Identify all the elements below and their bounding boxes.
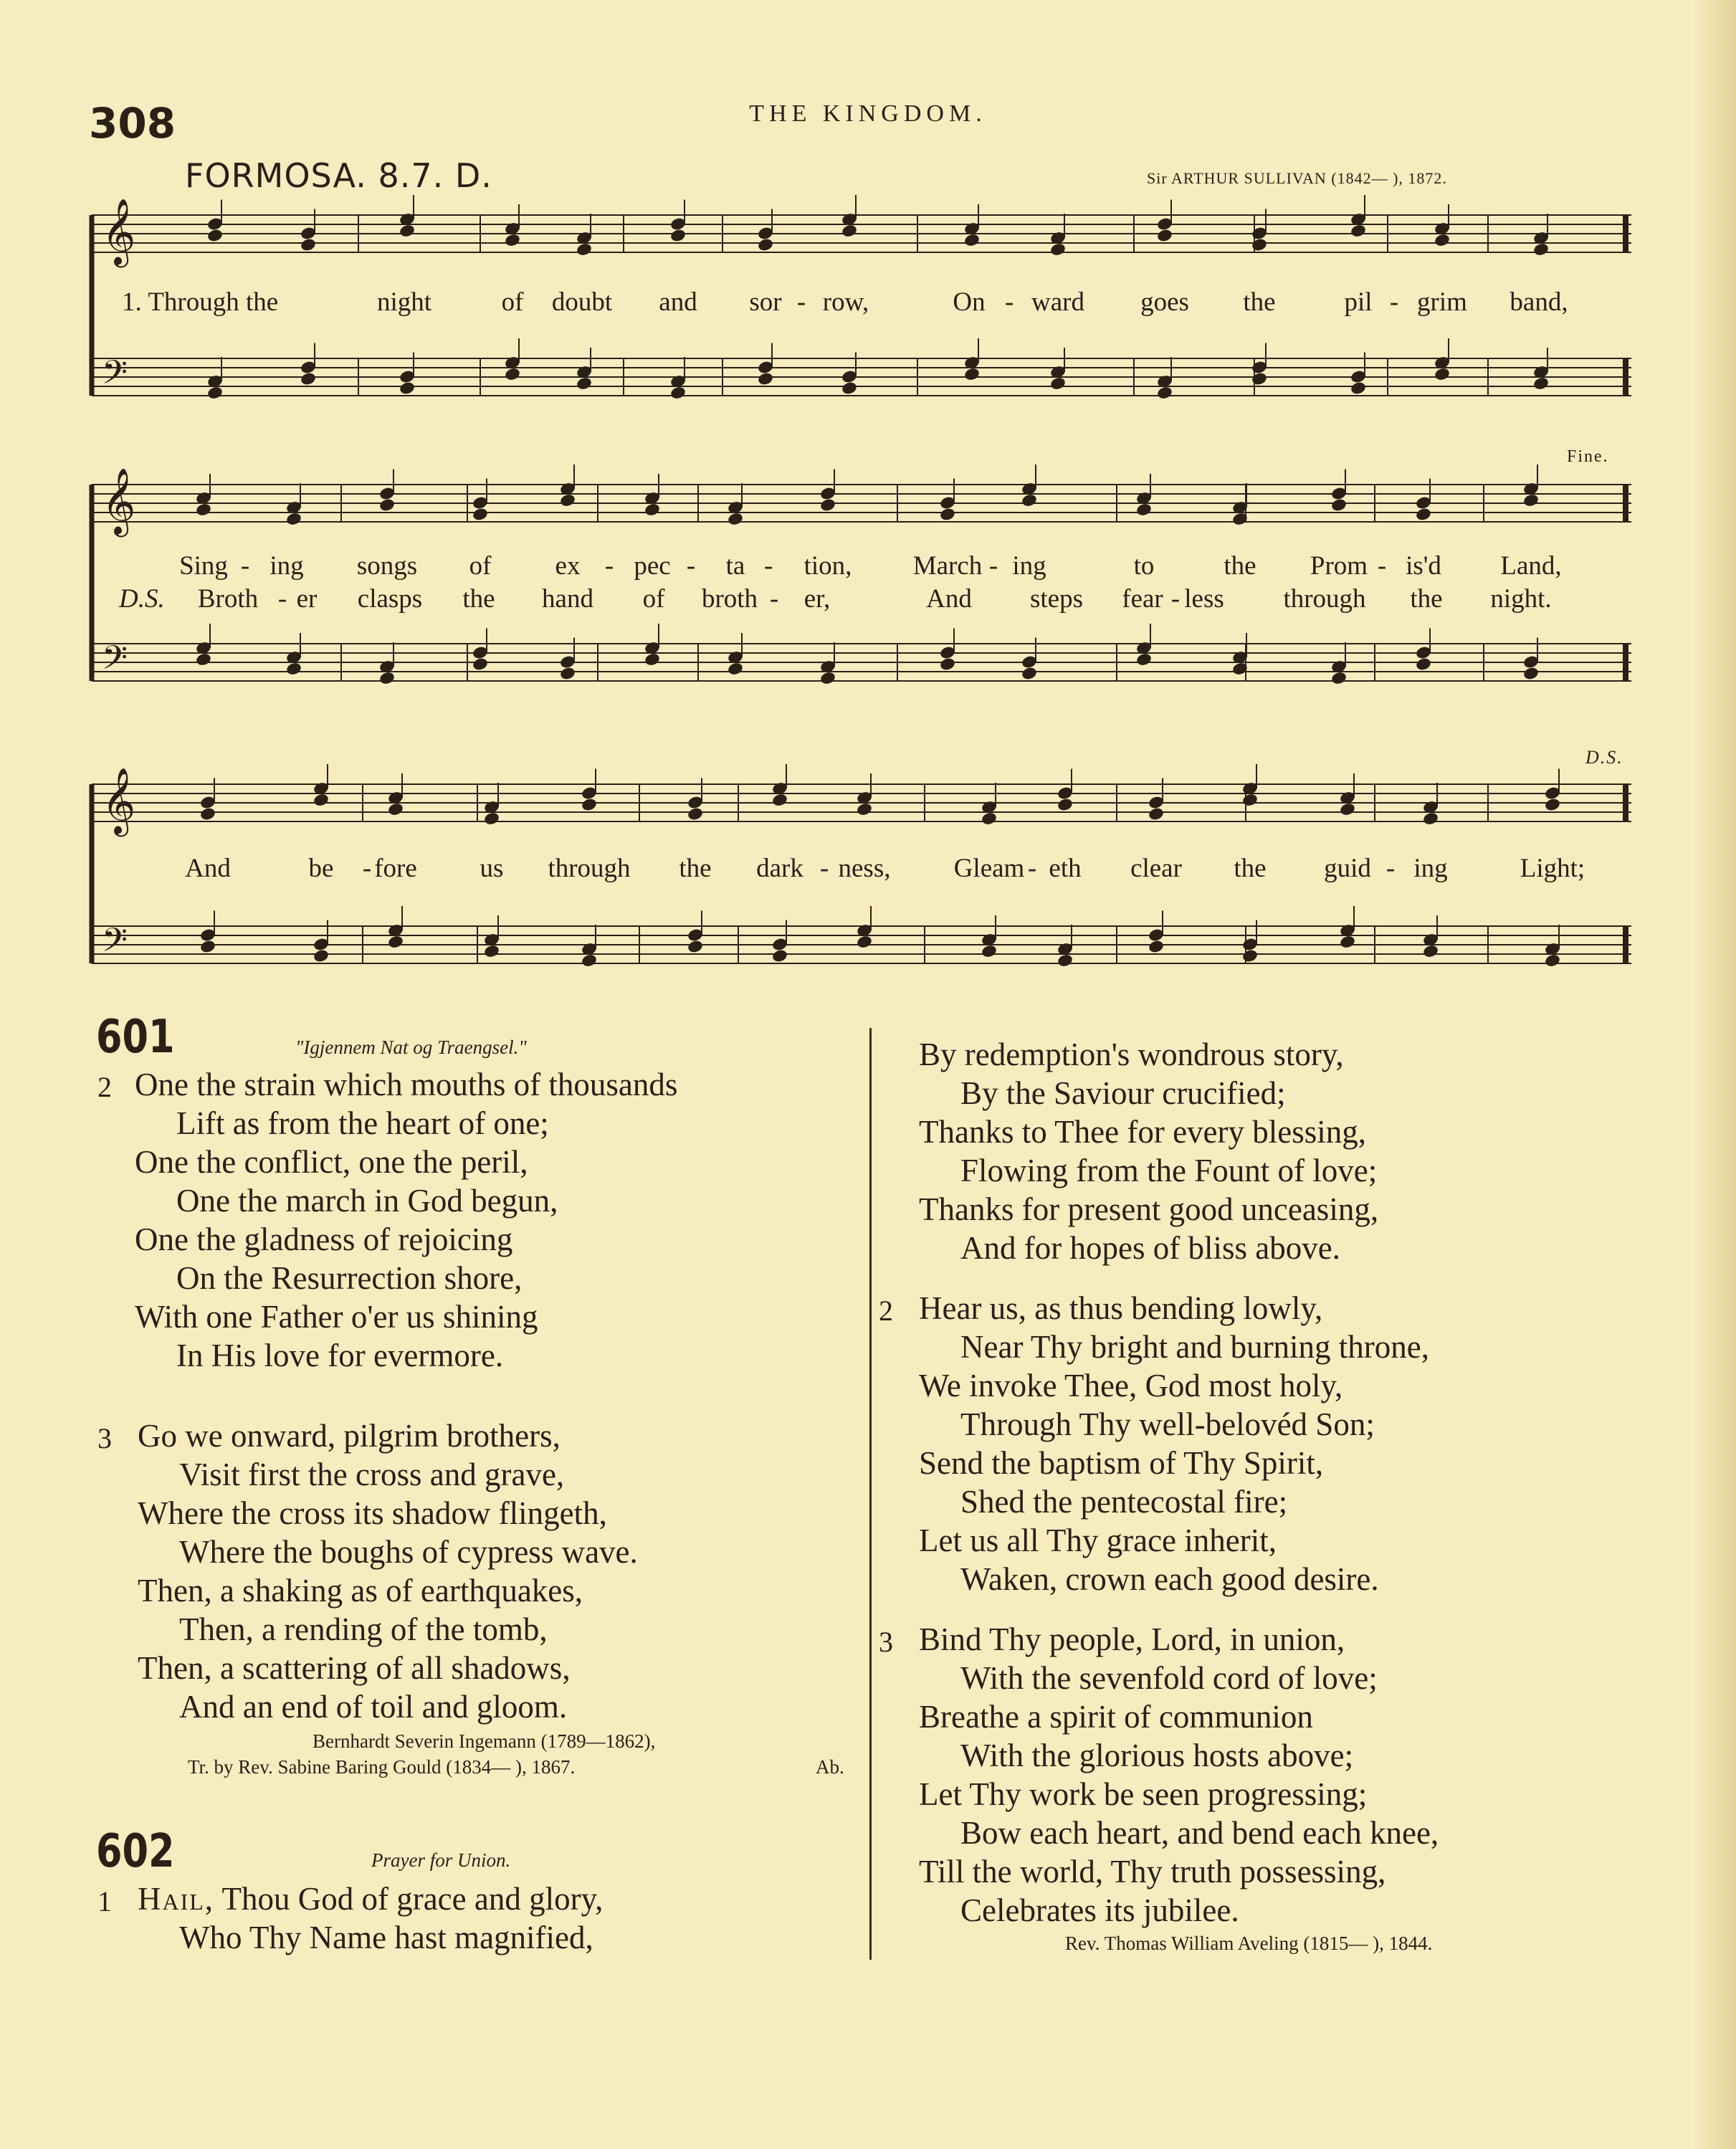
hymn-601-author: Bernhardt Severin Ingemann (1789—1862), [313,1730,656,1752]
system-2-bass-note [195,652,212,667]
stanza-line: We invoke Thee, God most holy, [919,1368,1343,1404]
lyric-syllable: less [1184,584,1224,614]
lyric-syllable: and [659,287,697,317]
system-1-treble-note [669,228,687,243]
stanza-line: One the strain which mouths of thousands [135,1067,678,1102]
system-1-bass-note [757,371,774,386]
system-3-bass-note [581,953,598,968]
stanza-line: Thanks for present good unceasing, [919,1191,1379,1227]
stanza-number: 2 [97,1071,112,1103]
stanza-line: Then, a scattering of all shadows, [138,1650,571,1686]
lyric-syllable: 1. Through the [122,287,279,317]
system-2-bass-note [1522,666,1540,681]
system-2-treble-note [559,493,576,508]
system-2-bass-note [1021,666,1038,681]
system-3-treble-note [313,793,330,808]
stanza-line: One the gladness of rejoicing [135,1221,513,1257]
stanza-line: Thou God of grace and glory, [214,1881,604,1917]
system-1-bass-note [206,386,224,401]
lyric-syllable: ness, [838,854,891,883]
hymn-602-stanza-1-cont [879,1035,1378,1267]
lyric-syllable: us [480,854,504,883]
system-3-treble-note [199,806,216,821]
system-3-treble-note [1544,797,1561,812]
stanza-line: Near Thy bright and burning throne, [960,1329,1430,1365]
system-2-bass-note [559,666,576,681]
system-1-final-bar [1623,358,1628,396]
system-1-bass-note [1251,371,1268,386]
hymn-602-stanza-3 [879,1620,1439,1930]
system-2-treble-note [939,507,956,522]
system-2-final-bar [1623,644,1628,681]
system-1-bass-note [300,371,317,386]
system-2-treble-clef: 𝄞 [102,467,136,534]
hymn-602-attribution: Rev. Thomas William Aveling (1815— ), 1844. [1065,1933,1433,1954]
system-1-bass-note [399,381,416,396]
system-2-treble-note [1021,493,1038,508]
hymn-601-translator: Tr. by Rev. Sabine Baring Gould (1834— ), 1867. [188,1756,576,1778]
lyric-syllable: - [988,551,998,581]
system-3-bass-note [313,948,330,963]
system-1-treble-note [1049,242,1067,257]
lyric-syllable: fore [374,854,417,883]
system-2-final-bar [1623,485,1628,522]
stanza-line: Where the cross its shadow flingeth, [138,1495,607,1531]
system-1-bass-note [504,367,521,382]
lyric-syllable: hand [542,584,593,614]
system-1-treble-note [504,233,521,248]
hymn-number-601: 601 [96,1011,175,1064]
lyric-syllable: clasps [357,584,423,614]
system-3-treble-note [387,802,404,817]
lyric-syllable: On [953,287,986,317]
system-1-treble-note [1350,224,1367,239]
stanza-line: With the sevenfold cord of love; [960,1660,1378,1696]
lyric-syllable: steps [1030,584,1083,614]
stanza-line: Go we onward, pilgrim brothers, [138,1418,561,1454]
lyric-syllable: - [1027,854,1037,883]
system-2-bass-note [1415,657,1432,672]
system-2-treble-note [819,497,836,513]
system-3-treble-note [687,806,704,821]
system-3-treble-note [1339,802,1356,817]
stanza-line: With the glorious hosts above; [960,1738,1354,1773]
lyric-syllable: goes [1140,287,1189,317]
lyric-syllable: is'd [1406,551,1441,581]
stanza-line: Then, a rending of the tomb, [179,1611,548,1647]
stanza-number: 3 [879,1626,893,1658]
lyric-syllable: fear [1122,584,1163,614]
lyric-syllable: er, [803,584,831,614]
lyric-syllable: Land, [1500,551,1562,581]
lyric-syllable: clear [1130,854,1182,883]
stanza-number: 2 [879,1295,893,1327]
system-3-bass-note [387,935,404,950]
system-3-treble-note [483,811,500,826]
stanza-number: 1 [97,1885,112,1917]
system-2-treble-note [644,502,661,518]
system-1-treble-note [576,242,593,257]
system-3-bass-note [199,939,216,954]
lyric-syllable: ing [1413,854,1448,883]
system-1-bass-note [1049,376,1067,391]
lyric-line-3 [0,853,1736,889]
running-head: THE KINGDOM. [749,100,987,127]
lyric-syllable: And [185,854,231,883]
system-1-final-bar [1623,215,1628,252]
system-1-bass-note [1532,376,1550,391]
lyric-syllable: - [1386,854,1396,883]
system-3-bass-note [483,944,500,959]
system-2-bass-note [644,652,661,667]
lyric-syllable: ing [1012,551,1046,581]
system-2-treble-note [1135,502,1153,518]
stanza-line: One the conflict, one the peril, [135,1144,528,1180]
lyric-syllable: the [1243,287,1276,317]
system-3-bass-clef: 𝄢 [102,921,128,968]
lyric-syllable: songs [356,551,418,581]
system-1-bass-note [841,381,858,396]
system-3-bass-note [981,944,998,959]
system-3-treble-note [1057,797,1074,812]
system-3-bass-note [1241,948,1259,963]
stanza-first-word: Hail, [138,1881,215,1917]
system-3-treble-note [1422,811,1439,826]
stanza-line: And for hopes of bliss above. [960,1230,1340,1266]
lyric-syllable: Light; [1520,854,1585,883]
tune-name: FORMOSA. 8.7. D. [185,156,492,195]
hymn-601-tag: Ab. [816,1756,844,1778]
system-3-bass-note [687,939,704,954]
system-3-bass-note [856,935,873,950]
stanza-line: By the Saviour crucified; [960,1075,1286,1111]
system-2-bass-note [378,671,396,686]
system-3-bass-note [771,948,788,963]
ds-label: D.S. [1585,747,1623,768]
stanza-line: Bind Thy people, Lord, in union, [919,1621,1345,1657]
stanza-line: On the Resurrection shore, [176,1260,523,1296]
system-2-treble-note [1330,497,1348,513]
stanza-line: And an end of toil and gloom. [179,1689,568,1725]
system-3-final-bar [1623,926,1628,963]
lyric-syllable: - [1170,584,1181,614]
lyric-syllable: pec [634,551,671,581]
stanza-line: Through Thy well-belovéd Son; [960,1406,1375,1442]
lyric-syllable: band, [1510,287,1568,317]
system-3-treble-note [856,802,873,817]
lyric-syllable: - [763,551,773,581]
lyric-syllable: grim [1417,287,1467,317]
lyric-syllable: Gleam [953,854,1025,883]
stanza-line: With one Father o'er us shining [135,1299,538,1335]
lyric-ds-label: D.S. [119,584,165,614]
stanza-line: Shed the pentecostal fire; [960,1484,1288,1520]
stanza-line: Thanks to Thee for every blessing, [919,1114,1367,1150]
stanza-line: Waken, crown each good desire. [960,1561,1379,1597]
lyric-syllable: - [686,551,696,581]
lyric-syllable: the [679,854,712,883]
system-3-treble-clef: 𝄞 [102,767,136,834]
system-3-bass-note [1422,944,1439,959]
system-1-bass-note [963,367,981,382]
system-3-treble-note [981,811,998,826]
system-1-bass-note [1434,367,1451,382]
lyric-syllable: night [376,287,432,317]
system-3-bass-note [1544,953,1561,968]
system-2-treble-note [285,512,302,527]
lyric-syllable: Prom [1310,551,1368,581]
lyric-syllable: - [796,287,806,317]
system-2-bass-note [939,657,956,672]
stanza-line: Let us all Thy grace inherit, [919,1523,1277,1558]
stanza-line: Who Thy Name hast magnified, [179,1920,593,1955]
lyric-syllable: er [296,584,318,614]
lyric-syllable: of [642,584,665,614]
fine-label: Fine. [1567,447,1609,466]
system-2-treble-note [195,502,212,518]
lyric-syllable: through [1283,584,1366,614]
system-1-treble-note [841,224,858,239]
lyric-syllable: Broth [197,584,259,614]
composer-credit: Sir ARTHUR SULLIVAN (1842— ), 1872. [1147,169,1447,187]
system-3-final-bar [1623,784,1628,821]
system-2-treble-note [727,512,744,527]
system-1-treble-note [206,228,224,243]
lyric-line-2 [0,551,1736,586]
lyric-syllable: through [548,854,631,883]
lyric-syllable: the [1410,584,1443,614]
lyric-line-2-ds [0,583,1736,619]
system-2-bass-clef: 𝄢 [102,639,128,685]
system-3-bass-note [1148,939,1165,954]
lyric-syllable: to [1133,551,1155,581]
stanza-line: Lift as from the heart of one; [176,1105,549,1141]
lyric-syllable: dark [756,854,803,883]
system-1-treble-note [1532,242,1550,257]
lyric-syllable: - [240,551,250,581]
lyric-syllable: - [769,584,779,614]
hymn-number-602: 602 [96,1825,175,1878]
system-2-treble-note [1415,507,1432,522]
lyric-syllable: - [362,854,372,883]
stanza-line: Breathe a spirit of communion [919,1699,1313,1735]
system-1-bass-note [1156,386,1173,401]
lyric-syllable: ward [1031,287,1084,317]
system-2-bass-note [819,671,836,686]
lyric-syllable: sor [749,287,782,317]
lyric-syllable: the [1224,551,1256,581]
stanza-line: Bow each heart, and bend each knee, [960,1815,1439,1851]
hymn-602-stanza-2 [879,1289,1429,1598]
system-3-bass-note [1339,935,1356,950]
lyric-syllable: of [501,287,524,317]
stanza-line: Send the baptism of Thy Spirit, [919,1445,1324,1481]
stanza-line: Celebrates its jubilee. [960,1892,1239,1928]
lyric-syllable: Sing [179,551,228,581]
lyric-syllable: of [469,551,492,581]
lyric-syllable: row, [822,287,869,317]
lyric-syllable: - [1389,287,1399,317]
system-1-treble-note [963,233,981,248]
lyric-syllable: ta [725,551,745,581]
lyric-syllable: the [462,584,495,614]
system-1-treble-note [1251,237,1268,252]
system-2-treble-note [472,507,489,522]
hymn-602-subtitle: Prayer for Union. [371,1849,511,1871]
lyric-syllable: - [604,551,614,581]
page-number: 308 [89,99,176,148]
stanza-line: One the march in God begun, [176,1183,558,1219]
stanza-line: Where the boughs of cypress wave. [179,1534,638,1570]
system-1-treble-note [1434,233,1451,248]
lyric-syllable: doubt [551,287,613,317]
system-1-bass-note [669,386,687,401]
system-1-bass-clef: 𝄢 [102,353,128,400]
lyric-line-1 [0,287,1736,323]
stanza-line: Then, a shaking as of earthquakes, [138,1573,583,1609]
lyric-syllable: - [1004,287,1014,317]
system-2-treble-note [1522,493,1540,508]
stanza-line: Flowing from the Fount of love; [960,1153,1378,1188]
system-3-treble-note [771,793,788,808]
system-2-treble-note [378,497,396,513]
lyric-syllable: ing [270,551,304,581]
system-3-bass-note [1057,953,1074,968]
system-1-treble-note [399,224,416,239]
system-1-treble-note [757,237,774,252]
hymn-601-subtitle: "Igjennem Nat og Traengsel." [295,1037,527,1058]
lyric-syllable: March [912,551,983,581]
hymn-601-stanza-3 [97,1416,638,1726]
stanza-line: Visit first the cross and grave, [179,1457,565,1492]
system-1-bass-note [1350,381,1367,396]
system-1-treble-clef: 𝄞 [102,198,136,265]
lyric-syllable: - [819,854,829,883]
hymn-601-stanza-2 [97,1065,677,1375]
lyric-syllable: pil [1344,287,1373,317]
stanza-line: Hear us, as thus bending lowly, [919,1290,1323,1326]
column-divider [869,1028,872,1960]
lyric-syllable: tion, [803,551,852,581]
lyric-syllable: broth [701,584,758,614]
system-1-treble-note [300,237,317,252]
system-3-treble-note [1241,793,1259,808]
stanza-number: 3 [97,1422,112,1454]
lyric-syllable: - [277,584,287,614]
stanza-line: Till the world, Thy truth possessing, [919,1854,1386,1890]
system-1-treble-note [1156,228,1173,243]
stanza-line: Let Thy work be seen progressing; [919,1776,1368,1812]
system-1-bass-note [576,376,593,391]
system-2-bass-note [727,662,744,677]
stanza-line: By redemption's wondrous story, [919,1037,1344,1072]
system-2-bass-note [285,662,302,677]
stanza-line: In His love for evermore. [176,1338,504,1373]
system-2-bass-note [472,657,489,672]
system-3-treble-note [581,797,598,812]
lyric-syllable: And [926,584,972,614]
hymn-602-stanza-1-start [97,1879,603,1957]
system-2-bass-note [1135,652,1153,667]
lyric-syllable: the [1234,854,1267,883]
lyric-syllable: guid [1324,854,1371,883]
lyric-syllable: eth [1049,854,1082,883]
system-2-bass-note [1330,671,1348,686]
lyric-syllable: night. [1490,584,1552,614]
lyric-syllable: be [308,854,334,883]
lyric-syllable: - [1377,551,1387,581]
system-3-treble-note [1148,806,1165,821]
lyric-syllable: ex [555,551,581,581]
